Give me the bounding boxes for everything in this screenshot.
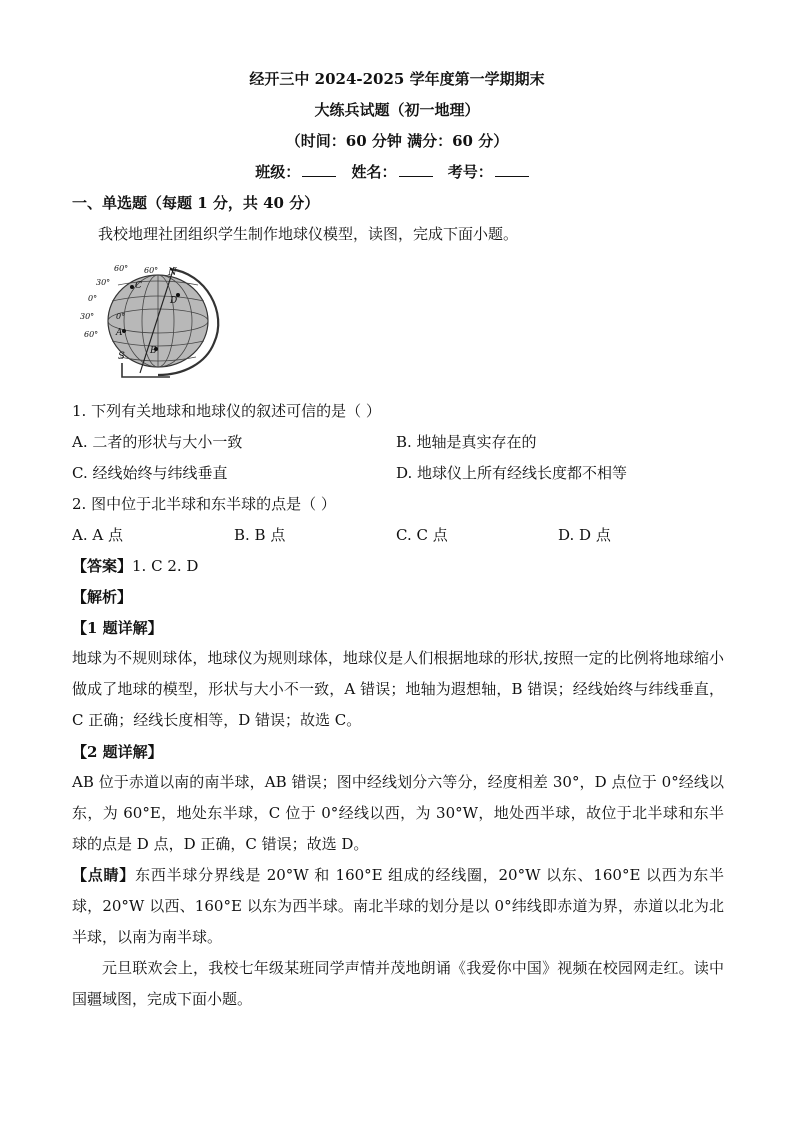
detail2-label: 【2 题详解】 xyxy=(72,743,163,761)
top-meridian-label: 60° xyxy=(144,266,159,275)
q1-option-b[interactable]: B. 地轴是真实存在的 xyxy=(396,433,537,451)
answer-line xyxy=(72,555,198,576)
analysis-label: 【解析】 xyxy=(72,588,133,606)
q1-option-d[interactable]: D. 地球仪上所有经线长度都不相等 xyxy=(396,464,628,482)
detail1-label: 【1 题详解】 xyxy=(72,619,163,637)
answer-label: 【答案】 xyxy=(72,557,133,575)
lat-label-0: 0° xyxy=(88,294,98,303)
lat-label-60s: 60° xyxy=(84,330,99,339)
point-c-label: C xyxy=(135,281,142,291)
point-d-label: D xyxy=(170,296,178,306)
q1-stem: 1. 下列有关地球和地球仪的叙述可信的是（ ） xyxy=(72,402,381,420)
lat-label-30s: 30° xyxy=(80,312,95,321)
q1-option-a[interactable]: A. 二者的形状与大小一致 xyxy=(72,433,243,451)
point-b-label: B xyxy=(150,346,157,356)
point-a-label: A xyxy=(116,328,123,338)
answer-text: 1. C 2. D xyxy=(132,557,199,575)
q2-stem: 2. 图中位于北半球和东半球的点是（ ） xyxy=(72,495,336,513)
exam-title: 经开三中 2024-2025 学年度第一学期期末 xyxy=(249,70,545,88)
section-heading: 一、单选题（每题 1 分，共 40 分） xyxy=(72,194,320,212)
lat-label-30n: 30° xyxy=(96,278,111,287)
exam-subtitle: 大练兵试题（初一地理） xyxy=(314,101,480,119)
north-pole-label: N xyxy=(168,267,177,278)
class-blank[interactable] xyxy=(302,162,336,177)
point-a-marker xyxy=(122,329,126,333)
name-blank[interactable] xyxy=(399,162,433,177)
detail2-text: AB 位于赤道以南的南半球，AB 错误；图中经线划分六等分，经度相差 30°，D 点位于 0°经线以东，为 60°E，地处东半球，C 位于 0°经线以西，为 30°W，地处西半球，故位于北半球和东半球的点是 D 点，D 正确，C 错误；故选 D。 xyxy=(72,773,724,853)
q2-option-d[interactable]: D. D 点 xyxy=(558,526,611,544)
name-label: 姓名： xyxy=(351,163,397,181)
globe-figure xyxy=(78,263,226,381)
exam-no-blank[interactable] xyxy=(495,162,529,177)
exam-no-label: 考号： xyxy=(447,163,493,181)
south-pole-label: S xyxy=(118,351,125,362)
q2-option-b[interactable]: B. B 点 xyxy=(234,526,286,544)
tip-paragraph xyxy=(72,860,724,953)
tip-text: 东西半球分界线是 20°W 和 160°E 组成的经线圈，20°W 以东、160°E 以西为东半球，20°W 以西、160°E 以东为西半球。南北半球的划分是以 0°纬线即赤道为界，赤道以北为北半球，以南为南半球。 xyxy=(72,866,724,946)
student-info-line xyxy=(0,161,794,182)
intro-globe: 我校地理社团组织学生制作地球仪模型，读图，完成下面小题。 xyxy=(98,225,519,243)
q2-option-c[interactable]: C. C 点 xyxy=(396,526,448,544)
time-score-line: （时间：60 分钟 满分：60 分） xyxy=(285,132,509,150)
detail1-text: 地球为不规则球体，地球仪为规则球体，地球仪是人们根据地球的形状,按照一定的比例将地球缩小做成了地球的模型，形状与大小不一致，A 错误；地轴为遐想轴，B 错误；经线始终与纬线垂直，C 正确；经线长度相等，D 错误；故选 C。 xyxy=(72,649,724,729)
point-c-marker xyxy=(130,285,134,289)
lat-label-60n: 60° xyxy=(114,264,129,273)
mid-meridian-label: 0° xyxy=(116,312,126,321)
intro-china-map: 元旦联欢会上，我校七年级某班同学声情并茂地朗诵《我爱你中国》视频在校园网走红。读中国疆域图，完成下面小题。 xyxy=(72,959,724,1008)
q1-option-c[interactable]: C. 经线始终与纬线垂直 xyxy=(72,464,228,482)
q2-option-a[interactable]: A. A 点 xyxy=(72,526,123,544)
class-label: 班级： xyxy=(255,163,301,181)
tip-label: 【点睛】 xyxy=(72,866,136,884)
